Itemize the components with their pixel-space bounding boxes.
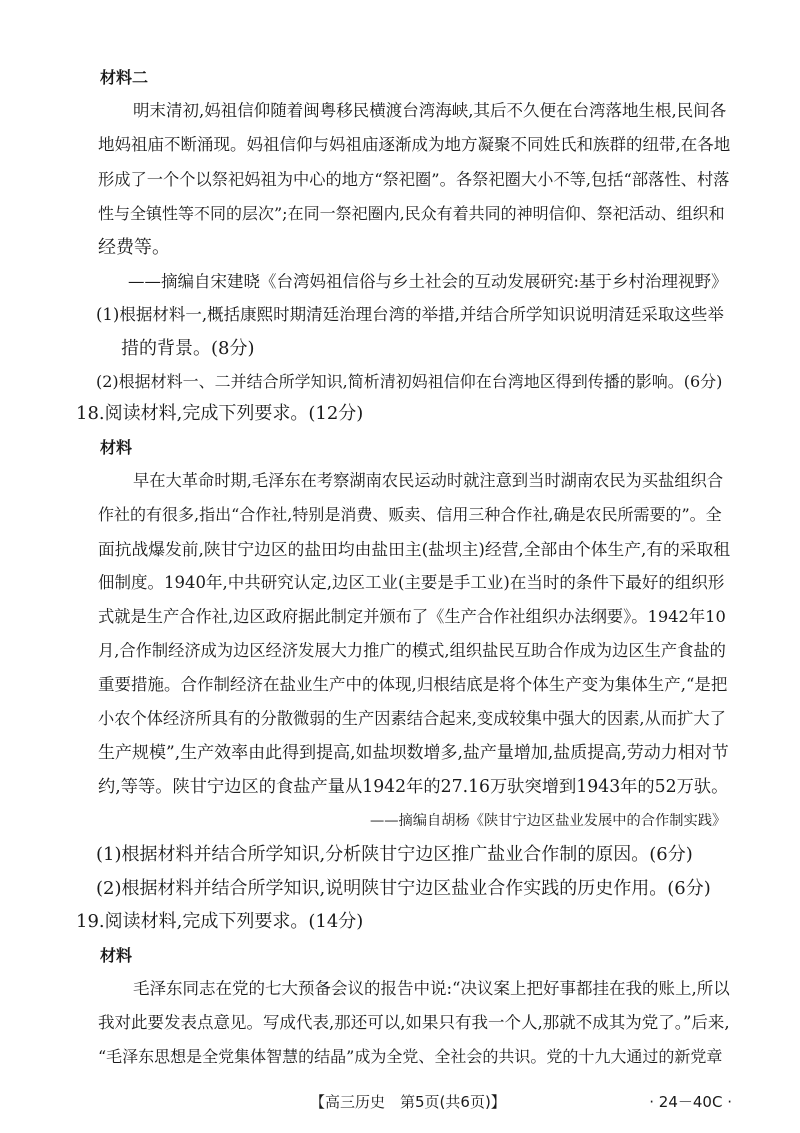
q18-line-10: 约,等等。陕甘宁边区的食盐产量从1942年的27.16万驮突增到1943年的52万驮。: [98, 777, 729, 797]
q19-line-1: 毛泽东同志在党的七大预备会议的报告中说:“决议案上把好事都挂在我的账上,所以: [133, 979, 730, 998]
q18-source: ——摘编自胡杨《陕甘宁边区盐业发展中的合作制实践》: [370, 813, 727, 829]
q18-line-8: 小农个体经济所具有的分散微弱的生产因素结合起来,变成较集中强大的因素,从而扩大了: [98, 709, 726, 728]
material2-line-2: 地妈祖庙不断涌现。妈祖信仰与妈祖庙逐渐成为地方凝聚不同姓氏和族群的纽带,在各地: [98, 135, 731, 154]
q18-line-6: 月,合作制经济成为边区经济发展大力推广的模式,组织盐民互助合作成为边区生产食盐的: [98, 641, 726, 660]
material2-line-3: 形成了一个个以祭祀妈祖为中心的地方“祭祀圈”。各祭祀圈大小不等,包括“部落性、村落: [98, 170, 730, 189]
material2-heading: 材料二: [100, 68, 149, 87]
q17-sub2: (2)根据材料一、二并结合所学知识,简析清初妈祖信仰在台湾地区得到传播的影响。(6分): [96, 372, 723, 391]
q18-line-5: 式就是生产合作社,边区政府据此制定并颁布了《生产合作社组织办法纲要》。1942年10: [98, 607, 726, 626]
q18-line-9: 生产规模”,生产效率由此得到提高,如盐坝数增多,盐产量增加,盐质提高,劳动力相对节: [98, 743, 729, 763]
q18-line-4: 佃制度。1940年,中共研究认定,边区工业(主要是手工业)在当时的条件下最好的组织形: [98, 573, 725, 592]
material2-source: ——摘编自宋建晓《台湾妈祖信俗与乡土社会的互动发展研究:基于乡村治理视野》: [128, 272, 728, 291]
material2-line-1: 明末清初,妈祖信仰随着闽粤移民横渡台湾海峡,其后不久便在台湾落地生根,民间各: [133, 101, 727, 120]
q17-sub1-line-2: 措的背景。(8分): [121, 338, 255, 359]
q18-line-1: 早在大革命时期,毛泽东在考察湖南农民运动时就注意到当时湖南农民为买盐组织合: [133, 471, 724, 490]
exam-code: · 24－40C ·: [649, 1093, 732, 1111]
material2-line-4: 性与全镇性等不同的层次”;在同一祭祀圈内,民众有着共同的神明信仰、祭祀活动、组织和: [98, 204, 725, 223]
q18-title: 18.阅读材料,完成下列要求。(12分): [76, 403, 364, 424]
q19-line-3: “毛泽东思想是全党集体智慧的结晶”成为全党、全社会的共识。党的十九大通过的新党章: [98, 1047, 723, 1066]
q18-line-7: 重要措施。合作制经济在盐业生产中的体现,归根结底是将个体生产变为集体生产,“是把: [98, 675, 728, 694]
q17-sub1-line-1: (1)根据材料一,概括康熙时期清廷治理台湾的举措,并结合所学知识说明清廷采取这些举: [96, 305, 724, 324]
q18-line-2: 作社的有很多,指出“合作社,特别是消费、贩卖、信用三种合作社,确是农民所需要的”。全: [98, 505, 722, 524]
page-footer: [0, 1091, 800, 1115]
q18-material-heading: 材料: [100, 438, 133, 457]
q19-title: 19.阅读材料,完成下列要求。(14分): [76, 911, 364, 932]
material2-line-5: 经费等。: [98, 237, 170, 258]
q18-sub1: (1)根据材料并结合所学知识,分析陕甘宁边区推广盐业合作制的原因。(6分): [96, 844, 693, 865]
q19-line-2: 我对此要发表点意见。写成代表,那还可以,如果只有我一个人,那就不成其为党了。”后来,: [98, 1013, 730, 1032]
page-info: 【高三历史 第5页(共6页)】: [310, 1093, 506, 1111]
q18-sub2: (2)根据材料并结合所学知识,说明陕甘宁边区盐业合作实践的历史作用。(6分): [96, 878, 711, 899]
q19-material-heading: 材料: [100, 946, 133, 965]
q18-line-3: 面抗战爆发前,陕甘宁边区的盐田均由盐田主(盐坝主)经营,全部由个体生产,有的采取租: [98, 539, 731, 559]
